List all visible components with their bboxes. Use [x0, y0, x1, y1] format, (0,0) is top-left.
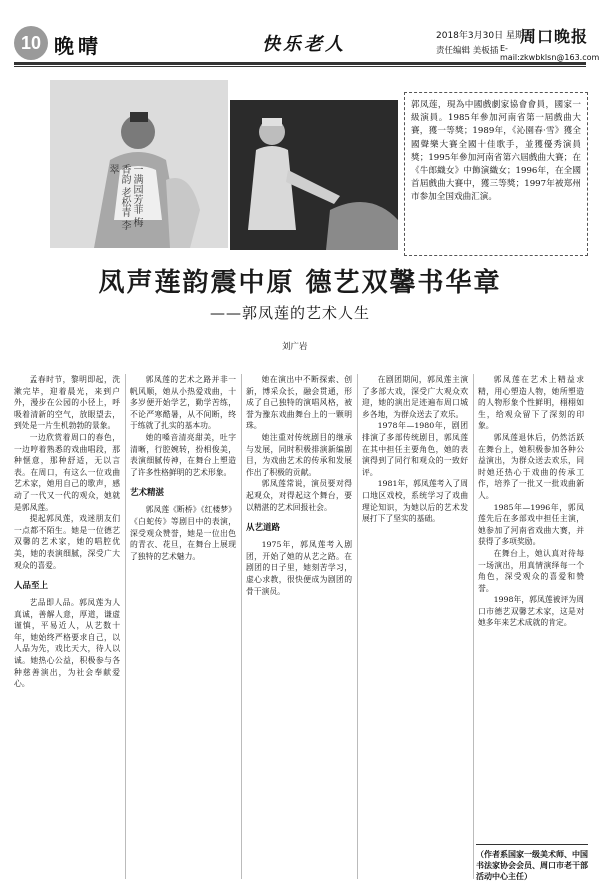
column-divider: [357, 374, 358, 879]
section-heading: 从艺道路: [246, 523, 281, 534]
issue-date: 2018年3月30日 星期五: [436, 31, 533, 41]
article-column-3: [246, 374, 352, 879]
subheadline: ——郭凤莲的艺术人生: [210, 304, 371, 322]
header-rule-thin: [14, 66, 586, 67]
paragraph: 1985年—1996年，郭凤莲先后在多部戏中担任主演，她参加了河南省戏曲大赛，并获得了多项奖励。: [478, 502, 584, 547]
photo-performer-portrait: [50, 80, 228, 248]
paragraph: 在剧团期间，郭凤莲主演了多部大戏，深受广大观众欢迎，她的演出足迹遍布周口城乡各地，为群众送去了欢乐。: [362, 375, 468, 419]
photo-stage-performance: [230, 100, 398, 250]
stage-performance-image: [230, 100, 398, 250]
article-column-1: [14, 374, 120, 879]
paragraph: 1978年—1980年，剧团排演了多部传统剧目，郭凤莲在其中担任主要角色，她的表演得到了同行和观众的一致好评。: [362, 421, 468, 477]
masthead: [0, 0, 600, 66]
paragraph: 艺品即人品。郭凤莲为人真诚，善解人意，厚道，谦虚谨慎，平易近人，从艺数十年，她始终严格要求自己，以人品为先，戏比天大，待人以诚。她热心公益，积极参与各种慈善演出，为社会奉献爱心。: [14, 598, 120, 689]
headline: 凤声莲韵震中原 德艺双馨书华章: [98, 268, 502, 298]
paragraph: 1975年，郭凤莲考入剧团，开始了她的从艺之路。在剧团的日子里，她刻苦学习，虚心求教，很快便成为剧团的骨干演员。: [246, 540, 352, 596]
paragraph: 郭凤莲在艺术上精益求精，用心塑造人物，她所塑造的人物形象个性鲜明，栩栩如生，给观众留下了深刻的印象。: [478, 375, 584, 431]
paragraph: 提起郭凤莲，戏迷朋友们一点都不陌生。她是一位德艺双馨的艺术家，她的唱腔优美，她的表演细腻，深受广大观众的喜爱。: [14, 514, 120, 570]
article-column-5: [478, 374, 584, 834]
paper-name: 周口晚报: [520, 27, 589, 46]
paragraph: 郭凤莲的艺术之路并非一帆风顺，她从小热爱戏曲，十多岁便开始学艺，勤学苦练，不论严寒酷暑，从不间断，终于练就了扎实的基本功。: [130, 375, 236, 431]
bio-text: 郭凤莲，現為中國戲劇家協會會員，國家一級演員。1985年參加河南省第一屆戲曲大賽，獲一等獎；1989年，《沁園春·雪》獲全國聲樂大賽全國十佳歌手，並獲優秀演員獎；1995年參加河南省第六屆戲曲大賽；在《牛郎織女》中飾演織女；1996年，在全國首屆戲曲大賽中，獲三等獎；1997年被郑州市参加全国戏曲汇演。: [411, 100, 581, 203]
section-heading: 人品至上: [14, 581, 49, 592]
editor-line: 责任编辑 美板插: [436, 46, 499, 56]
author-byline: 刘广岩: [282, 342, 308, 352]
page-number: 10: [14, 26, 48, 60]
column-divider: [241, 374, 242, 879]
paragraph: 她注重对传统剧目的继承与发展，同时积极排演新编剧目，为戏曲艺术的传承和发展作出了积极的贡献。: [246, 432, 352, 477]
article-body: [14, 374, 588, 879]
header-rule: [14, 62, 586, 65]
bio-box: [404, 92, 588, 256]
column-title: 快乐老人: [262, 34, 346, 55]
article-column-4: [362, 374, 468, 879]
calligraphy-text: 一满园芳菲 梅香韵 老松青 李翠: [107, 164, 142, 231]
paragraph: 1981年，郭凤莲考入了周口地区戏校，系统学习了戏曲理论知识，为她以后的艺术发展打下了坚实的基础。: [362, 479, 468, 524]
paragraph: 在舞台上，她认真对待每一场演出，用真情演绎每一个角色，深受观众的喜爱和赞誉。: [478, 548, 584, 593]
paragraph: 郭凤莲《断桥》《红楼梦》《白蛇传》等剧目中的表演，深受观众赞誉，她是一位出色的青衣、花旦，在舞台上展现了独特的艺术魅力。: [130, 505, 236, 561]
email-line: E-mail:zkwbklsn@163.com: [500, 44, 600, 62]
article-column-2: [130, 374, 236, 879]
paragraph: 郭凤莲退休后，仍然活跃在舞台上，她积极参加各种公益演出，为群众送去欢乐，同时她还热心于戏曲的传承工作，培养了一批又一批戏曲新人。: [478, 432, 584, 500]
paragraph: 她在演出中不断探索、创新，博采众长，融会贯通，形成了自己独特的演唱风格，被誉为豫东戏曲舞台上的一颗明珠。: [246, 375, 352, 431]
paragraph: 一边欣赏着周口的春色，一边哼着熟悉的戏曲唱段，那种惬意，那种舒适，无以言表。在周口，有这么一位戏曲艺术家，她用自己的歌声，感动了一代又一代的观众，她就是郭凤莲。: [14, 432, 120, 512]
paragraph: 她的嗓音清亮甜美，吐字清晰，行腔婉转，扮相俊美，表演细腻传神，在舞台上塑造了许多性格鲜明的艺术形象。: [130, 432, 236, 477]
author-note: （作者系国家一级美术师、中国书法家协会会员、周口市老干部活动中心主任）: [476, 844, 588, 880]
paragraph: 1998年，郭凤莲被评为周口市德艺双馨艺术家，这是对她多年来艺术成就的肯定。: [478, 595, 584, 628]
column-divider: [125, 374, 126, 879]
column-divider: [473, 374, 474, 879]
paragraph: 郭凤莲常说，演员要对得起观众，对得起这个舞台，要以精湛的艺术回报社会。: [246, 479, 352, 512]
section-heading: 艺术精湛: [130, 488, 165, 499]
paragraph: 孟春时节，黎明即起，洗漱完毕，迎着晨光，来到户外，漫步在公园的小径上，呼吸着清新的空气，放眼望去，到处是一片生机勃勃的景象。: [14, 375, 120, 431]
section-name: 晚晴: [54, 34, 102, 58]
